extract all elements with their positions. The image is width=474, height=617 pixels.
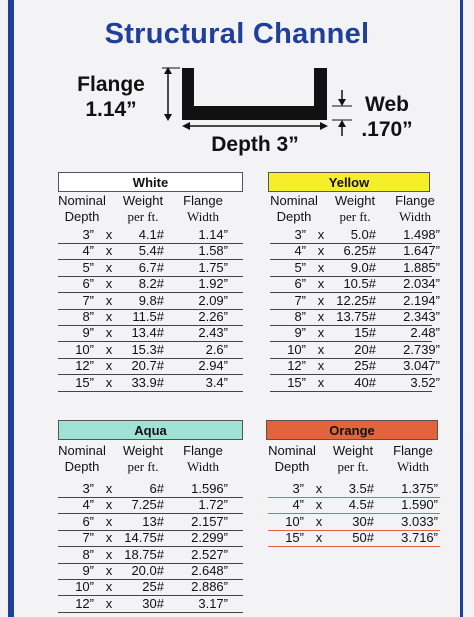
table-row [58, 546, 243, 564]
x-cell: x [315, 513, 323, 529]
table-row [58, 226, 243, 244]
depth-cell: 3” [82, 481, 94, 496]
weight-cell: 15# [354, 325, 376, 341]
aqua-section-label: Aqua [58, 420, 243, 440]
depth-label: Depth 3” [211, 133, 299, 156]
yellow-weight-header [326, 193, 384, 225]
x-cell: x [105, 309, 113, 324]
table-row [58, 496, 243, 514]
depth-cell: 6” [82, 276, 94, 292]
x-cell: x [105, 497, 113, 513]
flange-cell: 2.299” [191, 530, 228, 546]
table-row [270, 292, 440, 310]
weight-cell: 40# [354, 374, 376, 390]
depth-cell: 10” [285, 513, 304, 529]
orange-depth-header-top: Nominal [268, 443, 316, 458]
depth-cell: 4” [292, 497, 304, 513]
table-row [270, 275, 440, 293]
depth-cell: 7” [82, 530, 94, 546]
yellow-flange-header-bottom: Width [399, 209, 431, 224]
flange-cell: 3.52” [410, 374, 440, 390]
table-row [270, 242, 440, 260]
depth-cell: 4” [294, 243, 306, 259]
weight-cell: 25# [142, 579, 164, 595]
flange-cell: 1.14” [198, 227, 228, 242]
aqua-weight-header-bottom: per ft. [127, 459, 159, 474]
white-depth-header-bottom: Depth [64, 209, 100, 224]
table-row [58, 259, 243, 277]
flange-label-text: Flange [77, 73, 145, 96]
flange-cell: 2.48” [410, 325, 440, 341]
x-cell: x [105, 595, 113, 611]
x-cell: x [317, 292, 325, 308]
orange-depth-header-bottom: Depth [274, 459, 310, 474]
white-weight-header-bottom: per ft. [127, 209, 159, 224]
flange-cell: 2.034” [403, 276, 440, 292]
table-row [58, 308, 243, 326]
weight-cell: 9.0# [350, 259, 376, 275]
flange-cell: 2.6” [205, 341, 228, 357]
white-flange-header [174, 193, 232, 225]
x-cell: x [105, 358, 113, 374]
flange-cell: 1.498” [403, 227, 440, 242]
aqua-flange-header [174, 443, 232, 475]
flange-cell: 1.92” [198, 276, 228, 292]
weight-cell: 3.5# [348, 481, 374, 496]
aqua-flange-header-bottom: Width [187, 459, 219, 474]
orange-flange-header [384, 443, 442, 475]
table-row [270, 226, 440, 244]
depth-cell: 8” [82, 309, 94, 324]
x-cell: x [317, 227, 325, 242]
yellow-depth-header-top: Nominal [270, 193, 318, 208]
flange-cell: 1.75” [198, 259, 228, 275]
flange-cell: 2.886” [191, 579, 228, 595]
flange-cell: 2.94” [198, 358, 228, 374]
depth-cell: 6” [82, 513, 94, 529]
flange-cell: 2.343” [403, 309, 440, 324]
depth-cell: 5” [82, 259, 94, 275]
white-section-label: White [58, 172, 243, 192]
weight-cell: 7.25# [131, 497, 164, 513]
weight-cell: 13.75# [336, 309, 376, 324]
flange-cell: 2.527” [191, 546, 228, 562]
x-cell: x [105, 243, 113, 259]
flange-cell: 2.739” [403, 341, 440, 357]
yellow-depth-header [268, 193, 320, 225]
flange-cell: 1.647” [403, 243, 440, 259]
white-flange-header-top: Flange [183, 193, 223, 208]
table-row [270, 374, 440, 392]
web-label [352, 92, 422, 142]
table-row [58, 242, 243, 260]
table-row [270, 341, 440, 359]
table-row [268, 496, 440, 514]
weight-cell: 11.5# [132, 309, 164, 324]
table-row [58, 357, 243, 375]
flange-cell: 3.047” [403, 358, 440, 374]
yellow-depth-header-bottom: Depth [276, 209, 312, 224]
weight-cell: 5.4# [138, 243, 164, 259]
x-cell: x [105, 341, 113, 357]
table-row [270, 259, 440, 277]
x-cell: x [105, 563, 113, 578]
x-cell: x [315, 530, 323, 546]
flange-cell: 2.648” [191, 563, 228, 578]
flange-cell: 1.58” [198, 243, 228, 259]
x-cell: x [105, 292, 113, 308]
x-cell: x [317, 276, 325, 292]
yellow-weight-header-bottom: per ft. [339, 209, 371, 224]
depth-cell: 15” [285, 530, 304, 546]
flange-cell: 2.09” [198, 292, 228, 308]
depth-cell: 9” [82, 563, 94, 578]
table-row [58, 562, 243, 580]
weight-cell: 30# [142, 595, 164, 611]
table-row [270, 357, 440, 375]
depth-cell: 10” [287, 341, 306, 357]
depth-cell: 9” [82, 325, 94, 341]
table-row [268, 513, 440, 531]
flange-cell: 1.375” [401, 481, 438, 496]
x-cell: x [105, 579, 113, 595]
flange-cell: 2.157” [191, 513, 228, 529]
yellow-section-label: Yellow [268, 172, 430, 192]
table-row [58, 292, 243, 310]
x-cell: x [105, 227, 113, 242]
weight-cell: 30# [352, 513, 374, 529]
weight-cell: 4.5# [348, 497, 374, 513]
orange-weight-header-bottom: per ft. [337, 459, 369, 474]
x-cell: x [105, 374, 113, 390]
flange-cell: 3.17” [198, 595, 228, 611]
depth-cell: 10” [75, 579, 94, 595]
weight-cell: 50# [352, 530, 374, 546]
weight-cell: 15.3# [131, 341, 164, 357]
weight-cell: 33.9# [131, 374, 164, 390]
orange-weight-header [324, 443, 382, 475]
table-row [58, 275, 243, 293]
orange-flange-header-bottom: Width [397, 459, 429, 474]
aqua-weight-header-top: Weight [122, 443, 164, 458]
orange-weight-header-top: Weight [332, 443, 374, 458]
table-row [270, 324, 440, 342]
weight-cell: 13# [142, 513, 164, 529]
depth-cell: 5” [294, 259, 306, 275]
web-label-text: Web [365, 93, 409, 116]
yellow-weight-header-top: Weight [334, 193, 376, 208]
depth-cell: 4” [82, 243, 94, 259]
weight-cell: 5.0# [350, 227, 376, 242]
x-cell: x [317, 325, 325, 341]
table-row [268, 529, 440, 547]
weight-cell: 9.8# [138, 292, 164, 308]
aqua-weight-header [114, 443, 172, 475]
x-cell: x [105, 325, 113, 341]
orange-section-label: Orange [266, 420, 438, 440]
depth-cell: 3” [294, 227, 306, 242]
x-cell: x [315, 497, 323, 513]
table-row [58, 513, 243, 531]
flange-value: 1.14” [85, 98, 137, 121]
weight-cell: 20.7# [131, 358, 164, 374]
table-row [58, 578, 243, 596]
x-cell: x [317, 374, 325, 390]
x-cell: x [317, 358, 325, 374]
weight-cell: 25# [354, 358, 376, 374]
weight-cell: 13.4# [131, 325, 164, 341]
weight-cell: 10.5# [343, 276, 376, 292]
weight-cell: 14.75# [124, 530, 164, 546]
weight-cell: 8.2# [138, 276, 164, 292]
aqua-depth-header-top: Nominal [58, 443, 106, 458]
depth-cell: 10” [75, 341, 94, 357]
x-cell: x [105, 259, 113, 275]
x-cell: x [317, 309, 325, 324]
white-depth-header-top: Nominal [58, 193, 106, 208]
yellow-flange-header [386, 193, 444, 225]
depth-cell: 6” [294, 276, 306, 292]
x-cell: x [315, 481, 323, 496]
yellow-flange-header-top: Flange [395, 193, 435, 208]
flange-cell: 3.033” [401, 513, 438, 529]
depth-cell: 15” [287, 374, 306, 390]
depth-cell: 8” [82, 546, 94, 562]
x-cell: x [317, 259, 325, 275]
white-weight-header-top: Weight [122, 193, 164, 208]
table-row [270, 308, 440, 326]
orange-flange-header-top: Flange [393, 443, 433, 458]
page-title: Structural Channel [104, 18, 370, 50]
depth-cell: 4” [82, 497, 94, 513]
depth-cell: 8” [294, 309, 306, 324]
x-cell: x [105, 481, 113, 496]
channel-profile [182, 68, 327, 120]
flange-cell: 2.43” [198, 325, 228, 341]
flange-cell: 1.72” [198, 497, 228, 513]
orange-depth-header [266, 443, 318, 475]
x-cell: x [105, 546, 113, 562]
depth-cell: 12” [75, 595, 94, 611]
flange-cell: 3.4” [205, 374, 228, 390]
table-row [58, 595, 243, 613]
table-row [58, 374, 243, 392]
weight-cell: 20.0# [131, 563, 164, 578]
flange-cell: 2.26” [198, 309, 228, 324]
weight-cell: 4.1# [138, 227, 164, 242]
table-row [58, 529, 243, 547]
depth-cell: 3” [292, 481, 304, 496]
x-cell: x [105, 276, 113, 292]
depth-cell: 15” [75, 374, 94, 390]
flange-label [66, 72, 156, 122]
aqua-depth-header-bottom: Depth [64, 459, 100, 474]
aqua-depth-header [56, 443, 108, 475]
white-flange-header-bottom: Width [187, 209, 219, 224]
depth-cell: 3” [82, 227, 94, 242]
table-row [268, 480, 440, 498]
weight-cell: 6.25# [343, 243, 376, 259]
flange-cell: 3.716” [401, 530, 438, 546]
x-cell: x [105, 513, 113, 529]
white-depth-header [56, 193, 108, 225]
flange-cell: 2.194” [403, 292, 440, 308]
depth-cell: 7” [82, 292, 94, 308]
table-row [58, 324, 243, 342]
flange-cell: 1.596” [191, 481, 228, 496]
x-cell: x [105, 530, 113, 546]
depth-cell: 9” [294, 325, 306, 341]
flange-cell: 1.885” [403, 259, 440, 275]
depth-cell: 12” [75, 358, 94, 374]
white-weight-header [114, 193, 172, 225]
x-cell: x [317, 341, 325, 357]
depth-cell: 12” [287, 358, 306, 374]
weight-cell: 20# [354, 341, 376, 357]
weight-cell: 6.7# [138, 259, 164, 275]
web-value: .170” [361, 118, 413, 141]
depth-cell: 7” [294, 292, 306, 308]
weight-cell: 18.75# [124, 546, 164, 562]
aqua-flange-header-top: Flange [183, 443, 223, 458]
table-row [58, 341, 243, 359]
flange-cell: 1.590” [401, 497, 438, 513]
x-cell: x [317, 243, 325, 259]
weight-cell: 6# [149, 481, 164, 496]
weight-cell: 12.25# [336, 292, 376, 308]
table-row [58, 480, 243, 498]
